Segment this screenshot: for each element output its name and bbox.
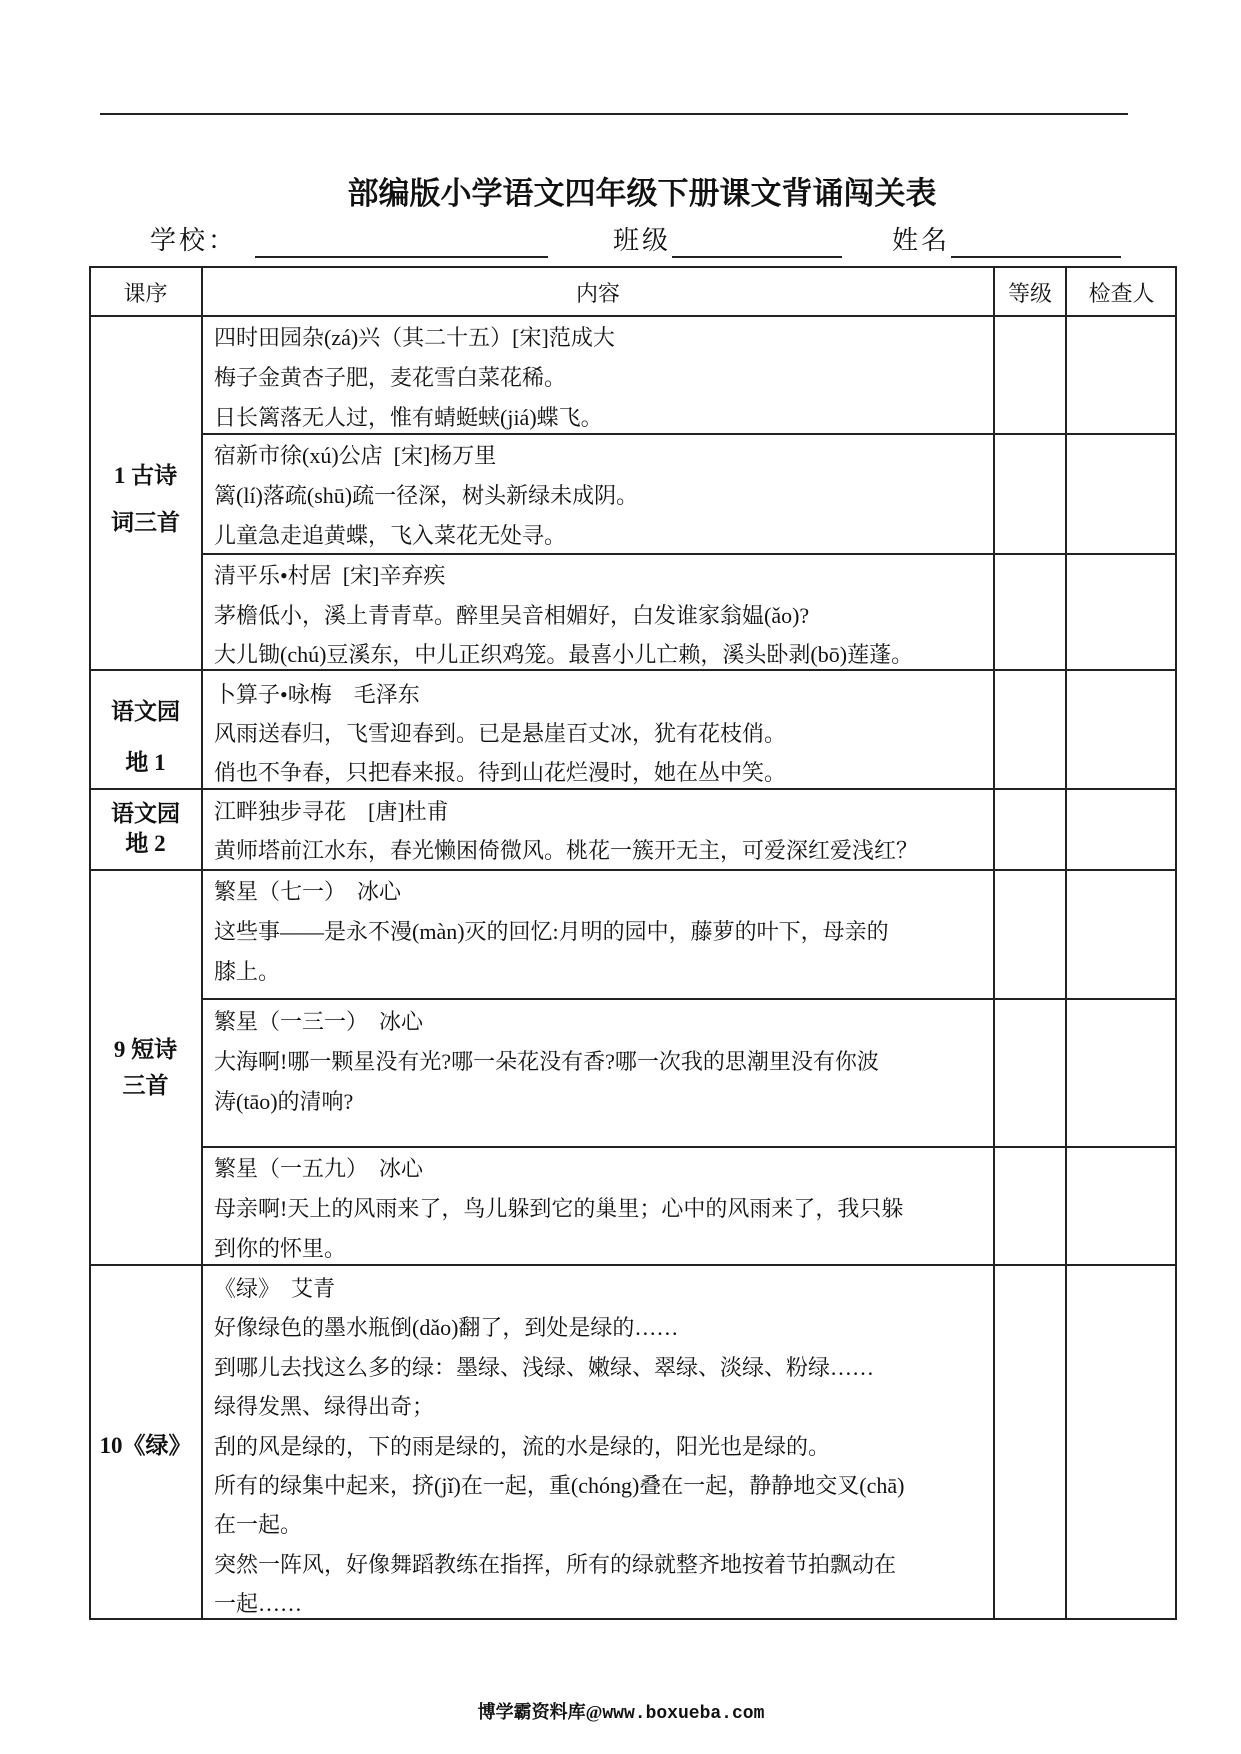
entry-jiangpan-dubu-xunhua (202, 789, 994, 870)
entry-fanxing-131 (202, 999, 994, 1147)
grade-cell (994, 999, 1066, 1147)
checker-cell (1066, 434, 1177, 554)
header-content: 内容 (575, 281, 620, 306)
entry-title-line: 繁星（一五九） 冰心 (214, 1156, 424, 1181)
entry-title-line: 繁星（七一） 冰心 (214, 879, 402, 904)
entry-su-xinshi-xugongdian (202, 434, 994, 554)
grade-cell (994, 1265, 1066, 1620)
class-blank-line (672, 256, 842, 258)
page-title: 部编版小学语文四年级下册课文背诵闯关表 (347, 176, 937, 211)
school-blank-line (255, 256, 548, 258)
entry-text-line: 在一起。 (214, 1512, 303, 1538)
checker-cell (1066, 870, 1177, 999)
entry-title-line: 《绿》 艾青 (214, 1276, 336, 1301)
entry-fanxing-71 (202, 870, 994, 999)
entry-title-line: 宿新市徐(xú)公店 [宋]杨万里 (214, 443, 497, 468)
entry-title-line: 清平乐•村居 [宋]辛弃疾 (214, 563, 446, 588)
entry-lv-aiqing (202, 1265, 994, 1620)
entry-text-line: 好像绿色的墨水瓶倒(dǎo)翻了，到处是绿的…… (214, 1315, 679, 1341)
grade-cell (994, 1147, 1066, 1265)
lesson-label-line: 语文园 (111, 801, 180, 826)
checker-cell (1066, 670, 1177, 789)
entry-text-line: 所有的绿集中起来，挤(jǐ)在一起，重(chóng)叠在一起，静静地交叉(chā) (214, 1473, 905, 1499)
lesson-label-yuwen-yuandi-2 (89, 799, 202, 859)
entry-text-line: 绿得发黑、绿得出奇； (214, 1394, 435, 1420)
school-label: 学校： (150, 226, 238, 255)
grade-cell (994, 554, 1066, 670)
lesson-label-line: 地 1 (125, 750, 166, 775)
entry-title-line: 四时田园杂(zá)兴（其二十五）[宋]范成大 (214, 325, 615, 350)
entry-qingpingle-cunju (202, 554, 994, 670)
entry-text-line: 黄师塔前江水东，春光懒困倚微风。桃花一簇开无主，可爱深红爱浅红？ (214, 838, 919, 863)
lesson-label-ancient-poems (89, 452, 202, 546)
header-grade: 等级 (1007, 281, 1052, 306)
checker-cell (1066, 1147, 1177, 1265)
entry-text-line: 刮的风是绿的，下的雨是绿的，流的水是绿的，阳光也是绿的。 (214, 1433, 831, 1459)
footer-watermark (421, 1700, 821, 1724)
footer-site-url: www.boxueba.com (602, 1704, 765, 1724)
lesson-label-line: 9 短诗 (113, 1037, 178, 1062)
grade-cell (994, 789, 1066, 870)
entry-text-line: 儿童急走追黄蝶，飞入菜花无处寻。 (214, 523, 567, 548)
grade-cell (994, 316, 1066, 434)
entry-text-line: 一起…… (214, 1591, 303, 1617)
entry-text-line: 大儿锄(chú)豆溪东，中儿正织鸡笼。最喜小儿亡赖，溪头卧剥(bō)莲蓬。 (214, 642, 914, 667)
entry-text-line: 涛(tāo)的清响? (214, 1089, 354, 1114)
name-blank-line (951, 256, 1121, 258)
entry-text-line: 俏也不争春，只把春来报。待到山花烂漫时，她在丛中笑。 (214, 760, 787, 785)
checker-cell (1066, 789, 1177, 870)
lesson-label-line: 地 2 (125, 831, 166, 856)
name-label: 姓名 (892, 226, 951, 255)
entry-busuanzi-yongmei (202, 670, 994, 789)
lesson-label-line: 三首 (122, 1073, 169, 1098)
checker-cell (1066, 1265, 1177, 1620)
grade-cell (994, 870, 1066, 999)
checker-cell (1066, 999, 1177, 1147)
entry-text-line: 膝上。 (214, 959, 281, 984)
lesson-label-short-poems (89, 1032, 202, 1104)
entry-sishi-tianyuan-zaxing (202, 316, 994, 434)
entry-text-line: 日长篱落无人过，惟有蜻蜓蛱(jiá)蝶飞。 (214, 405, 603, 430)
entry-text-line: 风雨送春归，飞雪迎春到。已是悬崖百丈冰，犹有花枝俏。 (214, 721, 787, 746)
header-rule (100, 113, 1128, 115)
header-lesson: 课序 (123, 281, 168, 306)
footer-site-name: 博学霸资料库@ (477, 1702, 603, 1722)
entry-text-line: 茅檐低小，溪上青青草。醉里吴音相媚好，白发谁家翁媪(ǎo)? (214, 602, 810, 628)
lesson-label-line: 词三首 (111, 510, 180, 535)
checker-cell (1066, 316, 1177, 434)
entry-title-line: 繁星（一三一） 冰心 (214, 1009, 424, 1034)
lesson-label-line: 1 古诗 (113, 463, 178, 488)
entry-text-line: 到哪儿去找这么多的绿：墨绿、浅绿、嫩绿、翠绿、淡绿、粉绿…… (214, 1354, 875, 1380)
entry-title-line: 江畔独步寻花 [唐]杜甫 (214, 799, 449, 824)
grade-cell (994, 434, 1066, 554)
entry-text-line: 这些事——是永不漫(màn)灭的回忆:月明的园中，藤萝的叶下，母亲的 (214, 919, 889, 944)
entry-text-line: 到你的怀里。 (214, 1236, 347, 1261)
entry-text-line: 大海啊!哪一颗星没有光?哪一朵花没有香?哪一次我的思潮里没有你波 (214, 1049, 879, 1074)
entry-text-line: 篱(lí)落疏(shū)疏一径深，树头新绿未成阴。 (214, 483, 639, 508)
lesson-label-lv (89, 1426, 202, 1466)
checker-cell (1066, 554, 1177, 670)
entry-fanxing-159 (202, 1147, 994, 1265)
lesson-label-line: 10《绿》 (99, 1433, 192, 1458)
entry-text-line: 突然一阵风，好像舞蹈教练在指挥，所有的绿就整齐地按着节拍飘动在 (214, 1551, 897, 1577)
entry-title-line: 卜算子•咏梅 毛泽东 (214, 682, 420, 707)
lesson-label-line: 语文园 (111, 699, 180, 724)
class-label: 班级 (613, 226, 672, 255)
entry-text-line: 梅子金黄杏子肥，麦花雪白菜花稀。 (214, 365, 567, 390)
grade-cell (994, 670, 1066, 789)
entry-text-line: 母亲啊!天上的风雨来了，鸟儿躲到它的巢里；心中的风雨来了，我只躲 (214, 1196, 904, 1221)
header-checker: 检查人 (1088, 281, 1155, 306)
lesson-label-yuwen-yuandi-1 (89, 686, 202, 788)
